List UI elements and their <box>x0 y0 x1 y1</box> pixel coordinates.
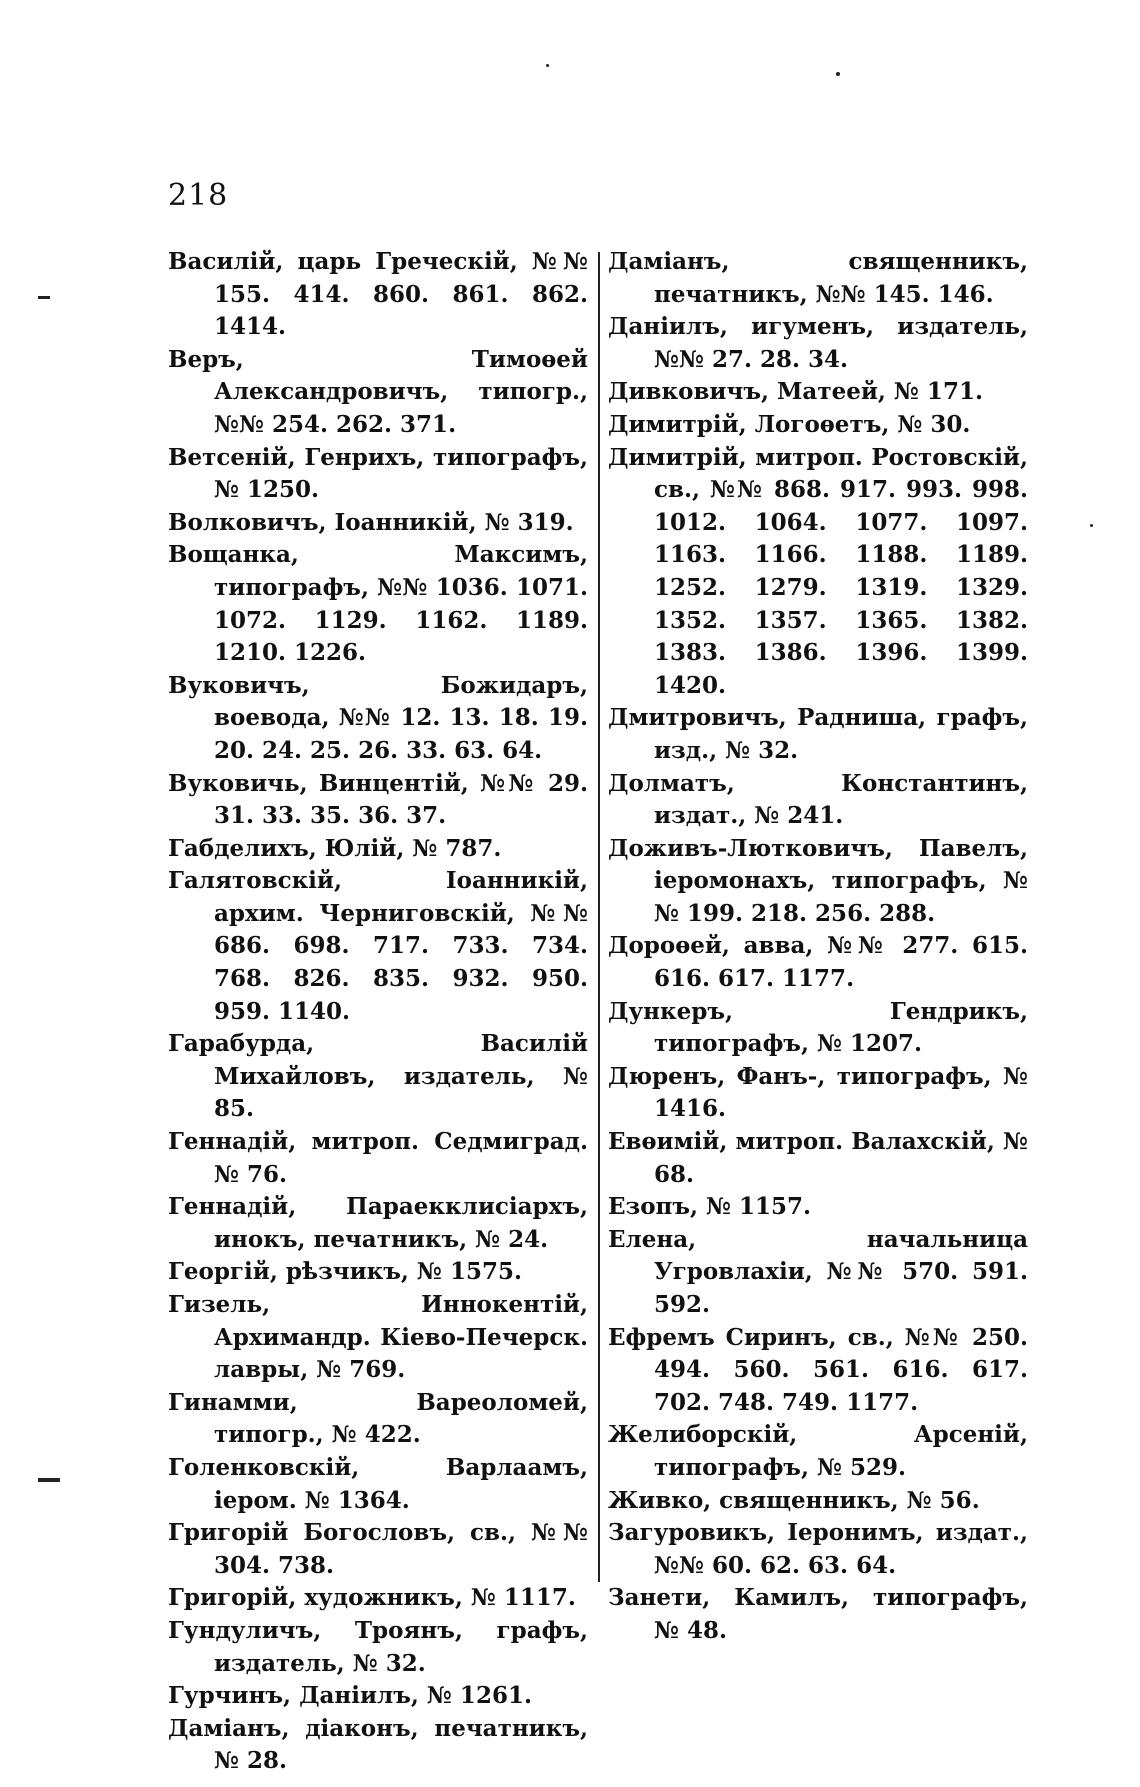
left-index-column <box>168 246 588 1778</box>
index-entry: Елена, начальница Угровлахіи, №№ 570. 591. 592. <box>608 1225 1028 1318</box>
index-entry: Дивковичъ, Матеей, № 171. <box>608 378 983 406</box>
index-entry: Дороѳей, авва, №№ 277. 615. 616. 617. 1177. <box>608 932 1028 993</box>
index-entry: Геннадій, митроп. Седмиград. № 76. <box>168 1128 588 1188</box>
index-entry: Вощанка, Максимъ, типографъ, №№ 1036. 1071. 1072. 1129. 1162. 1189. 1210. 1226. <box>168 541 588 667</box>
index-entry: Доживъ-Лютковичъ, Павелъ, іеромонахъ, типографъ, №№ 199. 218. 256. 288. <box>608 834 1028 927</box>
index-entry: Димитрій, Логоѳетъ, № 30. <box>608 410 971 438</box>
index-entry: Вуковичь, Винцентій, №№ 29. 31. 33. 35. 36. 37. <box>168 769 588 830</box>
index-entry: Долматъ, Константинъ, издат., № 241. <box>608 769 1028 830</box>
index-entry: Евѳимій, митроп. Валахскій, № 68. <box>608 1128 1028 1188</box>
column-divider <box>598 252 600 1582</box>
index-entry: Василій, царь Греческій, №№ 155. 414. 860. 861. 862. 1414. <box>168 248 588 341</box>
index-entry: Гарабурда, Василій Михайловъ, издатель, № 85. <box>168 1030 588 1123</box>
index-entry: Гинамми, Вареоломей, типогр., № 422. <box>168 1388 588 1449</box>
index-entry: Дункеръ, Гендрикъ, типографъ, № 1207. <box>608 997 1028 1058</box>
index-entry: Ветсеній, Генрихъ, типографъ, № 1250. <box>168 443 588 504</box>
speck-mark <box>836 72 840 76</box>
index-entry: Дмитровичъ, Раднишa, графъ, изд., № 32. <box>608 704 1028 764</box>
index-entry: Даміанъ, діаконъ, печатникъ, № 28. <box>168 1714 588 1775</box>
index-entry: Дюренъ, Фанъ-, типографъ, № 1416. <box>608 1062 1028 1123</box>
index-entry: Живко, священникъ, № 56. <box>608 1486 980 1514</box>
index-entry: Георгій, рѣзчикъ, № 1575. <box>168 1258 522 1286</box>
speck-mark <box>546 64 549 67</box>
margin-dash-mark <box>38 296 50 299</box>
margin-dash-mark <box>38 1478 60 1482</box>
index-entry: Веръ, Тимоѳей Александровичъ, типогр., №№ 254. 262. 371. <box>168 345 588 438</box>
index-entry: Геннадій, Параекклисіархъ, инокъ, печатникъ, № 24. <box>168 1193 588 1253</box>
index-entry: Желиборскій, Арсеній, типографъ, № 529. <box>608 1421 1028 1481</box>
index-entry: Голенковскій, Варлаамъ, іером. № 1364. <box>168 1453 588 1514</box>
right-index-column <box>608 246 1028 1648</box>
page-number: 218 <box>168 178 229 213</box>
index-entry: Гундуличъ, Троянъ, графъ, издатель, № 32. <box>168 1616 588 1677</box>
index-entry: Езопъ, № 1157. <box>608 1193 812 1221</box>
index-entry: Занети, Камилъ, типографъ, № 48. <box>608 1584 1028 1644</box>
speck-mark <box>1090 524 1093 527</box>
index-entry: Гизель, Иннокентій, Архимандр. Кіево-Печерск. лавры, № 769. <box>168 1291 588 1384</box>
index-entry: Волковичъ, Іоанникій, № 319. <box>168 508 574 536</box>
index-entry: Даміанъ, священникъ, печатникъ, №№ 145. 146. <box>608 248 1028 308</box>
index-entry: Даніилъ, игуменъ, издатель, №№ 27. 28. 34. <box>608 313 1028 373</box>
index-entry: Григорій, художникъ, № 1117. <box>168 1584 576 1612</box>
index-entry: Галятовскій, Іоанникій, архим. Черниговскій, №№ 686. 698. 717. 733. 734. 768. 826. 835. 932. 950. 959. 1140. <box>168 867 588 1025</box>
index-entry: Димитрій, митроп. Ростовскій, св., №№ 868. 917. 993. 998. 1012. 1064. 1077. 1097. 1163. 1166. 1188. 1189. 1252. 1279. 1319. 1329. 1352. 1357. 1365. 1382. 1383. 1386. 1396. 1399. 1420. <box>608 443 1028 699</box>
index-entry: Загуровикъ, Іеронимъ, издат., №№ 60. 62. 63. 64. <box>608 1519 1028 1579</box>
index-entry: Григорій Богословъ, св., №№ 304. 738. <box>168 1519 588 1579</box>
index-entry: Гурчинъ, Даніилъ, № 1261. <box>168 1682 532 1710</box>
index-entry: Габделихъ, Юлій, № 787. <box>168 834 502 862</box>
index-entry: Вуковичъ, Божидаръ, воевода, №№ 12. 13. 18. 19. 20. 24. 25. 26. 33. 63. 64. <box>168 671 588 764</box>
index-entry: Ефремъ Сиринъ, св., №№ 250. 494. 560. 561. 616. 617. 702. 748. 749. 1177. <box>608 1323 1028 1416</box>
